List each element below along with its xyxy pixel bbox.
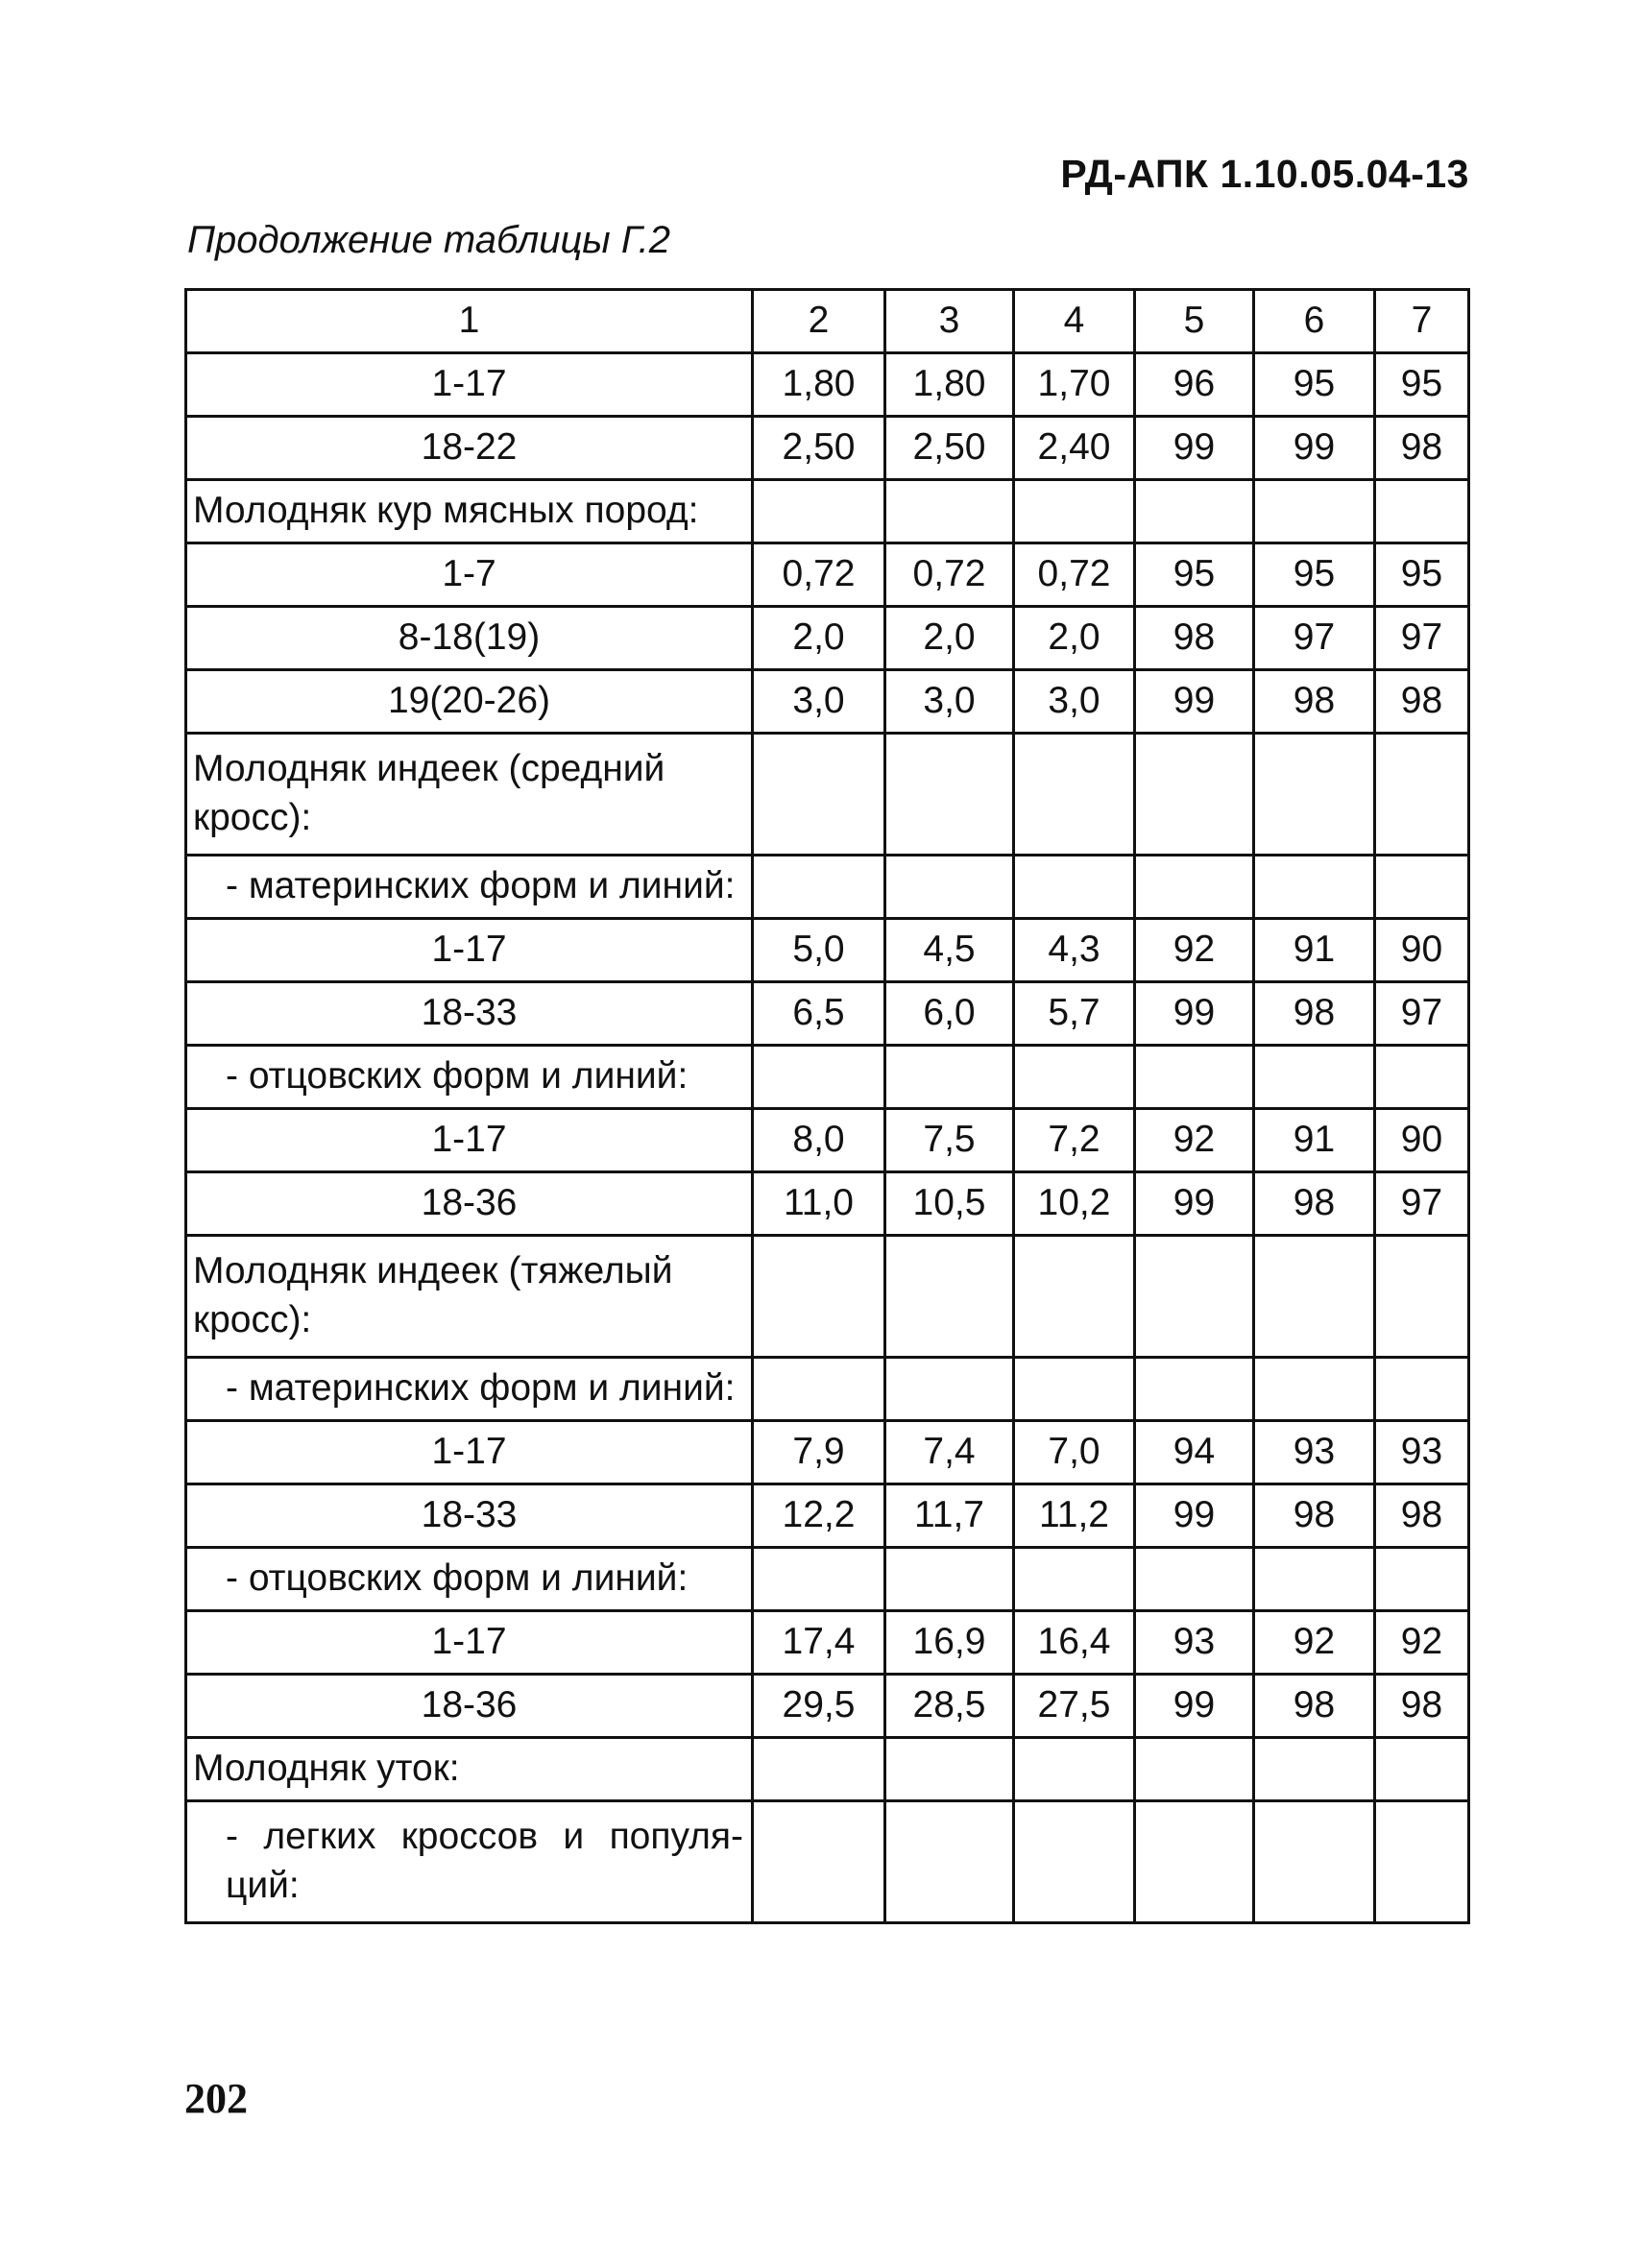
value-cell: 98	[1375, 1484, 1469, 1548]
row-label-cell: - материнских форм и линий:	[186, 1358, 753, 1421]
column-number-cell: 7	[1375, 290, 1469, 353]
table-group-row	[186, 1236, 1469, 1358]
value-cell	[753, 1046, 885, 1109]
value-cell	[1014, 1046, 1135, 1109]
table-row	[186, 1172, 1469, 1236]
value-cell: 11,0	[753, 1172, 885, 1236]
value-cell	[753, 1801, 885, 1923]
value-cell	[1014, 856, 1135, 919]
table-row	[186, 353, 1469, 417]
row-label-cell: - отцовских форм и линий:	[186, 1548, 753, 1611]
value-cell	[885, 856, 1014, 919]
column-number-cell: 6	[1254, 290, 1375, 353]
column-number-cell: 3	[885, 290, 1014, 353]
value-cell: 8,0	[753, 1109, 885, 1172]
value-cell: 2,50	[885, 417, 1014, 480]
value-cell: 99	[1135, 982, 1254, 1046]
row-label-cell: 18-33	[186, 982, 753, 1046]
row-label-cell: 18-36	[186, 1172, 753, 1236]
row-label-cell: - легких кроссов и популя-ций:	[186, 1801, 753, 1923]
column-number-cell: 2	[753, 290, 885, 353]
table-group-row	[186, 1046, 1469, 1109]
value-cell: 28,5	[885, 1675, 1014, 1738]
value-cell	[885, 1801, 1014, 1923]
value-cell: 92	[1375, 1611, 1469, 1675]
value-cell: 6,0	[885, 982, 1014, 1046]
value-cell: 93	[1254, 1421, 1375, 1484]
value-cell	[885, 1236, 1014, 1358]
value-cell	[1254, 480, 1375, 543]
row-label-cell: - отцовских форм и линий:	[186, 1046, 753, 1109]
value-cell: 98	[1254, 1172, 1375, 1236]
row-label-cell: 1-17	[186, 1611, 753, 1675]
table-row	[186, 1421, 1469, 1484]
value-cell: 7,2	[1014, 1109, 1135, 1172]
value-cell: 98	[1375, 417, 1469, 480]
value-cell: 7,4	[885, 1421, 1014, 1484]
document-code: РД-АПК 1.10.05.04-13	[1060, 152, 1469, 196]
value-cell: 6,5	[753, 982, 885, 1046]
value-cell: 99	[1254, 417, 1375, 480]
value-cell	[1135, 480, 1254, 543]
row-label-cell: 8-18(19)	[186, 607, 753, 670]
page-number: 202	[184, 2075, 248, 2122]
value-cell: 2,0	[1014, 607, 1135, 670]
value-cell	[1254, 1046, 1375, 1109]
value-cell: 17,4	[753, 1611, 885, 1675]
value-cell: 98	[1375, 1675, 1469, 1738]
value-cell: 16,4	[1014, 1611, 1135, 1675]
value-cell: 97	[1375, 607, 1469, 670]
value-cell: 91	[1254, 1109, 1375, 1172]
column-number-cell: 4	[1014, 290, 1135, 353]
value-cell	[1375, 1046, 1469, 1109]
value-cell: 7,5	[885, 1109, 1014, 1172]
value-cell: 27,5	[1014, 1675, 1135, 1738]
table-row	[186, 1611, 1469, 1675]
value-cell: 3,0	[885, 670, 1014, 734]
table-group-row	[186, 480, 1469, 543]
value-cell: 0,72	[753, 543, 885, 607]
value-cell: 97	[1375, 982, 1469, 1046]
value-cell: 99	[1135, 1172, 1254, 1236]
value-cell: 1,70	[1014, 353, 1135, 417]
column-number-cell: 1	[186, 290, 753, 353]
value-cell: 4,5	[885, 919, 1014, 982]
value-cell: 93	[1375, 1421, 1469, 1484]
row-label-cell: 18-36	[186, 1675, 753, 1738]
value-cell	[1375, 1358, 1469, 1421]
table-group-row	[186, 856, 1469, 919]
row-label-cell: Молодняк уток:	[186, 1738, 753, 1801]
value-cell: 2,0	[885, 607, 1014, 670]
value-cell: 98	[1375, 670, 1469, 734]
value-cell	[753, 856, 885, 919]
value-cell	[1135, 856, 1254, 919]
table-row	[186, 417, 1469, 480]
value-cell: 2,40	[1014, 417, 1135, 480]
value-cell: 2,0	[753, 607, 885, 670]
value-cell	[1014, 1358, 1135, 1421]
value-cell: 99	[1135, 1484, 1254, 1548]
table-row	[186, 670, 1469, 734]
value-cell: 98	[1135, 607, 1254, 670]
table-group-row	[186, 1738, 1469, 1801]
value-cell	[1135, 1801, 1254, 1923]
value-cell: 94	[1135, 1421, 1254, 1484]
value-cell: 1,80	[753, 353, 885, 417]
row-label-cell: Молодняк индеек (тяжелый кросс):	[186, 1236, 753, 1358]
value-cell	[1135, 1236, 1254, 1358]
table-row	[186, 1675, 1469, 1738]
value-cell: 95	[1375, 353, 1469, 417]
value-cell	[1254, 856, 1375, 919]
table-group-row	[186, 1548, 1469, 1611]
value-cell: 92	[1254, 1611, 1375, 1675]
value-cell	[1375, 1236, 1469, 1358]
value-cell: 98	[1254, 1484, 1375, 1548]
value-cell: 5,7	[1014, 982, 1135, 1046]
value-cell	[1135, 1738, 1254, 1801]
value-cell: 95	[1254, 353, 1375, 417]
value-cell: 10,2	[1014, 1172, 1135, 1236]
row-label-cell: 1-17	[186, 1109, 753, 1172]
value-cell: 11,7	[885, 1484, 1014, 1548]
value-cell	[1014, 1548, 1135, 1611]
value-cell: 12,2	[753, 1484, 885, 1548]
value-cell: 0,72	[885, 543, 1014, 607]
value-cell	[753, 1236, 885, 1358]
value-cell	[1014, 734, 1135, 856]
value-cell	[885, 1358, 1014, 1421]
value-cell	[753, 480, 885, 543]
value-cell: 7,0	[1014, 1421, 1135, 1484]
row-label-cell: 19(20-26)	[186, 670, 753, 734]
table-row	[186, 607, 1469, 670]
table-row	[186, 982, 1469, 1046]
value-cell: 98	[1254, 1675, 1375, 1738]
value-cell	[1135, 1548, 1254, 1611]
value-cell: 3,0	[753, 670, 885, 734]
value-cell	[753, 1548, 885, 1611]
table-group-row	[186, 1801, 1469, 1923]
value-cell: 16,9	[885, 1611, 1014, 1675]
value-cell	[1135, 1046, 1254, 1109]
value-cell	[885, 1738, 1014, 1801]
value-cell	[885, 480, 1014, 543]
value-cell	[753, 1358, 885, 1421]
column-number-cell: 5	[1135, 290, 1254, 353]
value-cell: 95	[1135, 543, 1254, 607]
value-cell	[1254, 734, 1375, 856]
value-cell	[1375, 734, 1469, 856]
value-cell	[1375, 1548, 1469, 1611]
value-cell: 1,80	[885, 353, 1014, 417]
row-label-cell: 1-7	[186, 543, 753, 607]
value-cell	[1254, 1801, 1375, 1923]
value-cell: 7,9	[753, 1421, 885, 1484]
value-cell: 0,72	[1014, 543, 1135, 607]
row-label-cell: 18-22	[186, 417, 753, 480]
row-label-cell: 1-17	[186, 353, 753, 417]
row-label-cell: 18-33	[186, 1484, 753, 1548]
value-cell: 98	[1254, 982, 1375, 1046]
value-cell: 5,0	[753, 919, 885, 982]
value-cell: 97	[1375, 1172, 1469, 1236]
table-row	[186, 919, 1469, 982]
value-cell: 90	[1375, 1109, 1469, 1172]
value-cell: 95	[1375, 543, 1469, 607]
value-cell: 2,50	[753, 417, 885, 480]
table-caption: Продолжение таблицы Г.2	[187, 219, 670, 261]
row-label-cell: - материнских форм и линий:	[186, 856, 753, 919]
value-cell: 4,3	[1014, 919, 1135, 982]
table-group-row	[186, 1358, 1469, 1421]
value-cell	[1014, 1236, 1135, 1358]
value-cell: 10,5	[885, 1172, 1014, 1236]
data-table	[184, 288, 1470, 1924]
value-cell	[1254, 1358, 1375, 1421]
value-cell	[885, 734, 1014, 856]
row-label-cell: Молодняк кур мясных пород:	[186, 480, 753, 543]
value-cell: 97	[1254, 607, 1375, 670]
value-cell	[1135, 734, 1254, 856]
value-cell	[753, 734, 885, 856]
value-cell: 99	[1135, 670, 1254, 734]
row-label-cell: 1-17	[186, 1421, 753, 1484]
table-group-row	[186, 734, 1469, 856]
value-cell: 92	[1135, 1109, 1254, 1172]
value-cell: 91	[1254, 919, 1375, 982]
value-cell: 95	[1254, 543, 1375, 607]
value-cell: 3,0	[1014, 670, 1135, 734]
value-cell: 99	[1135, 417, 1254, 480]
row-label-cell: Молодняк индеек (средний кросс):	[186, 734, 753, 856]
column-number-row	[186, 290, 1469, 353]
value-cell	[1135, 1358, 1254, 1421]
value-cell: 29,5	[753, 1675, 885, 1738]
value-cell	[753, 1738, 885, 1801]
value-cell	[1014, 1738, 1135, 1801]
value-cell: 96	[1135, 353, 1254, 417]
value-cell	[1254, 1236, 1375, 1358]
table-row	[186, 1484, 1469, 1548]
value-cell	[1254, 1738, 1375, 1801]
value-cell: 11,2	[1014, 1484, 1135, 1548]
value-cell: 98	[1254, 670, 1375, 734]
value-cell: 99	[1135, 1675, 1254, 1738]
value-cell	[885, 1046, 1014, 1109]
value-cell	[1375, 1801, 1469, 1923]
value-cell	[1375, 480, 1469, 543]
value-cell: 90	[1375, 919, 1469, 982]
value-cell	[1254, 1548, 1375, 1611]
value-cell	[1014, 1801, 1135, 1923]
value-cell	[1375, 856, 1469, 919]
table-row	[186, 1109, 1469, 1172]
value-cell	[1375, 1738, 1469, 1801]
table-body	[186, 290, 1469, 1923]
value-cell: 93	[1135, 1611, 1254, 1675]
row-label-cell: 1-17	[186, 919, 753, 982]
value-cell: 92	[1135, 919, 1254, 982]
value-cell	[885, 1548, 1014, 1611]
table-row	[186, 543, 1469, 607]
value-cell	[1014, 480, 1135, 543]
